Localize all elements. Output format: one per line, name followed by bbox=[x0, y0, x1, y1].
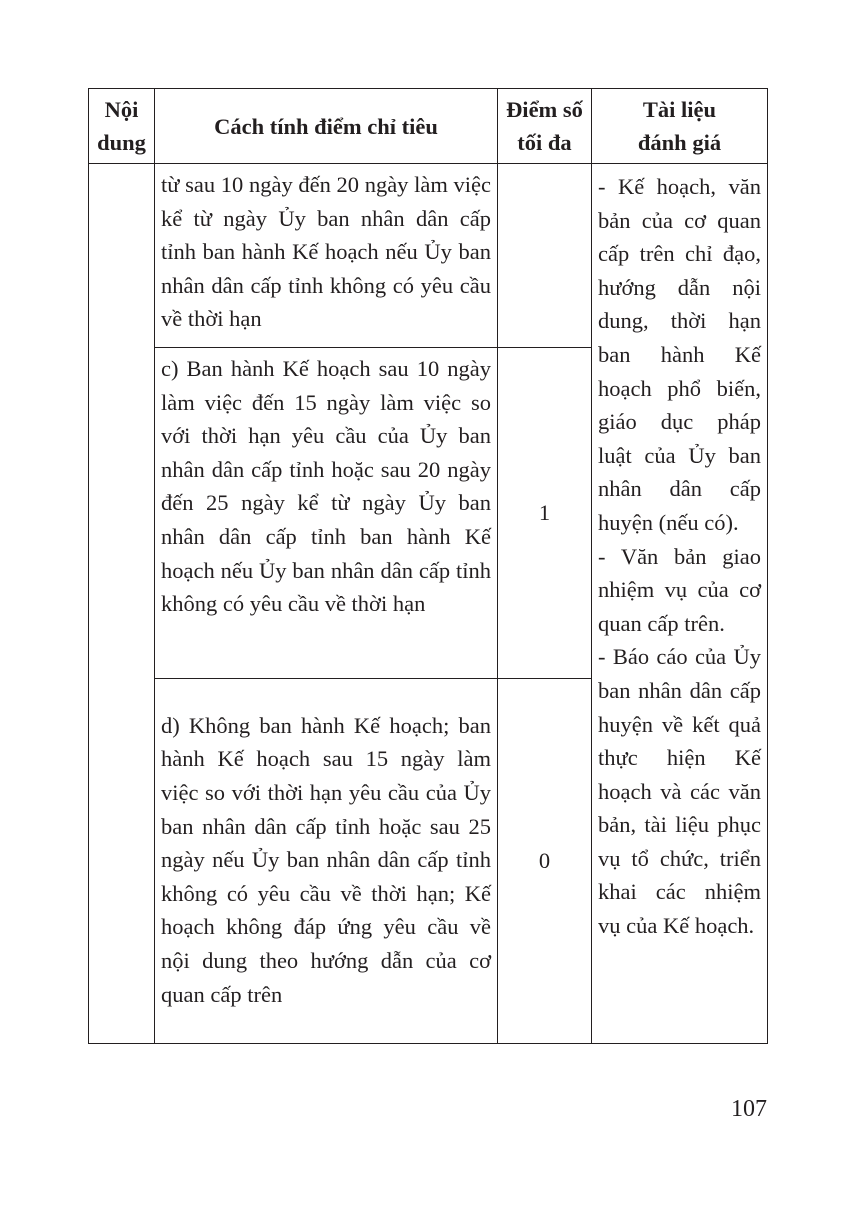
table-row bbox=[89, 164, 768, 348]
page-number: 107 bbox=[731, 1096, 767, 1122]
docs-item: - Kế hoạch, văn bản của cơ quan cấp trên chỉ đạo, hướng dẫn nội dung, thời hạn ban hành Kế hoạch phổ biến, giáo dục pháp luật của Ủy ban nhân dân cấp huyện (nếu có). bbox=[598, 174, 761, 535]
method-cell: c) Ban hành Kế hoạch sau 10 ngày làm việc đến 15 ngày làm việc so với thời hạn yêu cầu của Ủy ban nhân dân cấp tỉnh hoặc sau 20 ngày đến 25 ngày kể từ ngày Ủy ban nhân dân cấp tỉnh ban hành Kế hoạch nếu Ủy ban nhân dân cấp tỉnh không có yêu cầu về thời hạn bbox=[155, 348, 498, 679]
header-method bbox=[155, 89, 498, 164]
header-points bbox=[498, 89, 592, 164]
points-cell bbox=[498, 164, 592, 348]
header-docs bbox=[592, 89, 768, 164]
header-content bbox=[89, 89, 155, 164]
header-content-line-1: Nội bbox=[104, 97, 139, 122]
header-points-line-2: tối đa bbox=[517, 130, 572, 155]
header-docs-line-2: đánh giá bbox=[637, 130, 722, 155]
content-cell bbox=[89, 164, 155, 1044]
header-content-line-2: dung bbox=[97, 130, 146, 155]
docs-cell bbox=[592, 164, 768, 1044]
header-docs-line-1: Tài liệu bbox=[642, 97, 717, 122]
header-method-label: Cách tính điểm chỉ tiêu bbox=[214, 113, 438, 139]
docs-item: - Báo cáo của Ủy ban nhân dân cấp huyện về kết quả thực hiện Kế hoạch và các văn bản, tài liệu phục vụ tổ chức, triển khai các nhiệm vụ của Kế hoạch. bbox=[598, 644, 761, 939]
header-points-line-1: Điểm số bbox=[506, 97, 583, 122]
points-cell: 1 bbox=[498, 348, 592, 679]
table-header-row bbox=[89, 89, 768, 164]
points-cell: 0 bbox=[498, 679, 592, 1044]
scoring-table bbox=[88, 88, 768, 1044]
docs-item: - Văn bản giao nhiệm vụ của cơ quan cấp trên. bbox=[598, 543, 761, 636]
method-cell: d) Không ban hành Kế hoạch; ban hành Kế hoạch sau 15 ngày làm việc so với thời hạn yêu cầu của Ủy ban nhân dân cấp tỉnh hoặc sau 25 ngày nếu Ủy ban nhân dân cấp tỉnh không có yêu cầu về thời hạn; Kế hoạch không đáp ứng yêu cầu về nội dung theo hướng dẫn của cơ quan cấp trên bbox=[155, 679, 498, 1044]
method-cell: từ sau 10 ngày đến 20 ngày làm việc kể từ ngày Ủy ban nhân dân cấp tỉnh ban hành Kế hoạch nếu Ủy ban nhân dân cấp tỉnh không có yêu cầu về thời hạn bbox=[155, 164, 498, 348]
